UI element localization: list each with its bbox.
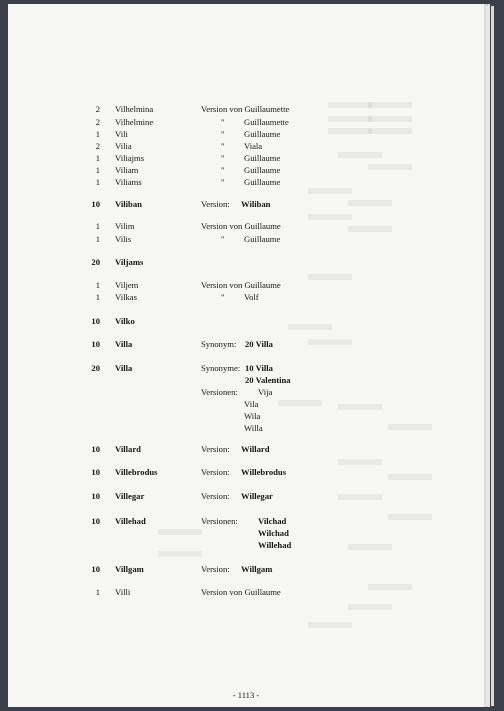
entry-relation: Versionen: [201, 516, 238, 526]
entry-name: Villi [115, 587, 131, 597]
entry-reference: Guillaume [244, 234, 281, 244]
entry-count: 2 [95, 104, 100, 114]
list-entry [8, 490, 484, 503]
list-entry [8, 422, 484, 435]
entry-name: Villard [115, 444, 141, 454]
entry-reference: Willebrodus [241, 467, 287, 477]
entry-count: 2 [95, 117, 100, 127]
entry-relation: " [221, 234, 225, 244]
entry-relation: " [221, 177, 225, 187]
entry-reference: Vija [258, 387, 273, 397]
entry-name: Vilko [115, 316, 135, 326]
entry-relation: Version: [201, 199, 230, 209]
page-edge [486, 6, 489, 706]
entry-count: 1 [95, 221, 100, 231]
entry-count: 20 [91, 363, 100, 373]
entry-name: Villa [115, 363, 133, 373]
entry-name: Vilia [115, 141, 132, 151]
entry-reference: Willegar [241, 491, 273, 501]
entry-reference: Guillaumette [244, 117, 289, 127]
entry-count: 20 [91, 257, 100, 267]
entry-reference: Wila [244, 411, 261, 421]
bleed-through-mark [338, 459, 382, 465]
entry-reference: Willgam [241, 564, 273, 574]
entry-reference: Willard [241, 444, 270, 454]
entry-name: Vilhelmina [115, 104, 154, 114]
entry-relation: " [221, 141, 225, 151]
entry-name: Villehad [115, 516, 146, 526]
entry-relation: " [221, 117, 225, 127]
list-entry [8, 563, 484, 576]
entry-name: Viliams [115, 177, 142, 187]
entry-count: 10 [91, 199, 100, 209]
entry-name: Vilis [115, 234, 132, 244]
book-page [8, 4, 484, 707]
entry-reference: Guillaume [244, 165, 281, 175]
entry-reference: Vilchad [258, 516, 287, 526]
entry-reference: 20 Villa [245, 339, 273, 349]
bleed-through-mark [308, 622, 352, 628]
page-edge [491, 6, 494, 706]
entry-count: 10 [91, 316, 100, 326]
entry-relation: Version: [201, 564, 230, 574]
entry-count: 1 [95, 177, 100, 187]
entry-count: 1 [95, 234, 100, 244]
entry-relation: " [221, 292, 225, 302]
entry-relation: Version von Guillaume [201, 221, 281, 231]
list-entry [8, 233, 484, 246]
entry-relation: Version von Guillaume [201, 280, 281, 290]
bleed-through-mark [348, 604, 392, 610]
entry-name: Villgam [115, 564, 144, 574]
entry-name: Viliam [115, 165, 139, 175]
entry-name: Villa [115, 339, 133, 349]
entry-relation: Version: [201, 467, 230, 477]
entry-reference: Guillaume [244, 129, 281, 139]
entry-reference: Guillaume [244, 153, 281, 163]
entry-relation: Version: [201, 491, 230, 501]
entry-relation: " [221, 153, 225, 163]
entry-count: 10 [91, 516, 100, 526]
entry-relation: Synonym: [201, 339, 237, 349]
list-entry [8, 539, 484, 552]
list-entry [8, 103, 484, 116]
entry-count: 10 [91, 491, 100, 501]
entry-name: Vilim [115, 221, 135, 231]
entry-count: 1 [95, 280, 100, 290]
list-entry [8, 291, 484, 304]
entry-reference: 10 Villa [245, 363, 273, 373]
entry-reference: Volf [244, 292, 259, 302]
entry-name: Villebrodus [115, 467, 158, 477]
list-entry [8, 198, 484, 211]
page-number: - 1113 - [232, 690, 260, 700]
entry-count: 1 [95, 129, 100, 139]
entry-name: Vilhelmine [115, 117, 154, 127]
entry-relation: Version: [201, 444, 230, 454]
list-entry [8, 443, 484, 456]
entry-name: Villegar [115, 491, 145, 501]
entry-count: 2 [95, 141, 100, 151]
list-entry [8, 256, 484, 269]
entry-relation: Synonyme: [201, 363, 241, 373]
entry-count: 1 [95, 165, 100, 175]
list-entry [8, 338, 484, 351]
entry-count: 10 [91, 564, 100, 574]
entry-name: Viljem [115, 280, 139, 290]
entry-relation: " [221, 129, 225, 139]
entry-reference: Wiliban [241, 199, 271, 209]
entry-count: 10 [91, 467, 100, 477]
entry-relation: Version von Guillaume [201, 587, 281, 597]
entry-relation: Versionen: [201, 387, 238, 397]
entry-count: 10 [91, 339, 100, 349]
entry-reference: Willa [244, 423, 263, 433]
entry-count: 10 [91, 444, 100, 454]
entry-reference: Viala [244, 141, 263, 151]
entry-name: Viljams [115, 257, 144, 267]
entry-name: Viliajms [115, 153, 145, 163]
entry-reference: Wilchad [258, 528, 289, 538]
entry-reference: Willehad [258, 540, 292, 550]
list-entry [8, 466, 484, 479]
entry-count: 1 [95, 292, 100, 302]
entry-relation: Version von Guillaumette [201, 104, 290, 114]
entry-name: Vili [115, 129, 128, 139]
entry-reference: 20 Valentina [245, 375, 291, 385]
entry-count: 1 [95, 587, 100, 597]
list-entry [8, 586, 484, 599]
entry-name: Vilkas [115, 292, 137, 302]
list-entry [8, 176, 484, 189]
list-entry [8, 220, 484, 233]
entry-count: 1 [95, 153, 100, 163]
list-entry [8, 315, 484, 328]
entry-name: Viliban [115, 199, 142, 209]
entry-reference: Guillaume [244, 177, 281, 187]
entry-reference: Vila [244, 399, 259, 409]
entry-relation: " [221, 165, 225, 175]
